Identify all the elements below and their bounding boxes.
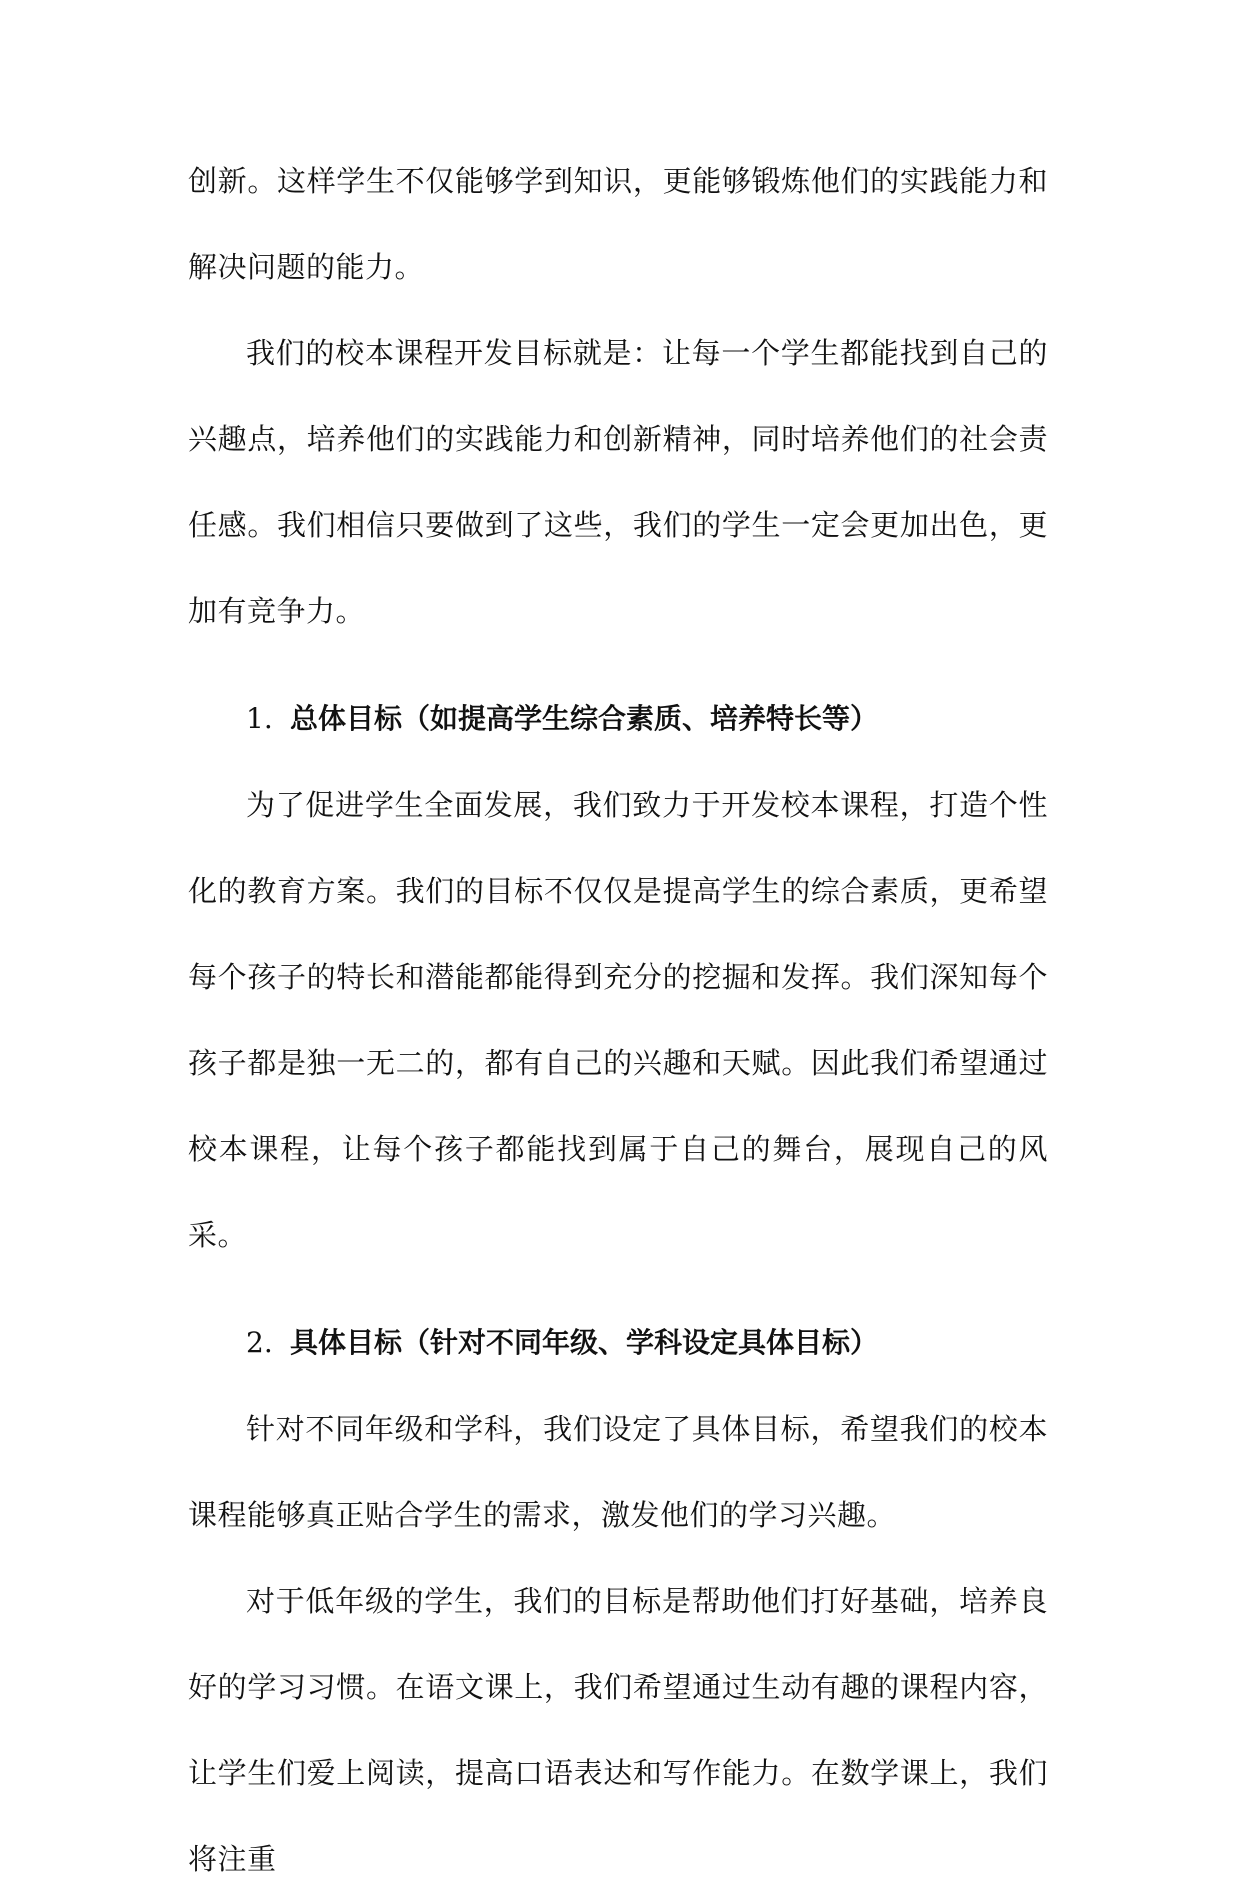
spacer xyxy=(188,1278,1048,1300)
paragraph-specific-goal: 针对不同年级和学科，我们设定了具体目标，希望我们的校本课程能够真正贴合学生的需求，激发他们的学习兴趣。 xyxy=(188,1412,1048,1532)
section-heading-specific-goal xyxy=(188,1300,1048,1386)
section-number: 1. xyxy=(246,702,273,735)
paragraph-continuation: 创新。这样学生不仅能够学到知识，更能够锻炼他们的实践能力和解决问题的能力。 xyxy=(188,164,1048,284)
document-body xyxy=(188,138,1048,1902)
paragraph-goal-summary: 我们的校本课程开发目标就是：让每一个学生都能找到自己的兴趣点，培养他们的实践能力和创新精神，同时培养他们的社会责任感。我们相信只要做到了这些，我们的学生一定会更加出色，更加有竞争力。 xyxy=(188,336,1048,628)
section-heading-overall-goal xyxy=(188,676,1048,762)
paragraph-lower-grades: 对于低年级的学生，我们的目标是帮助他们打好基础，培养良好的学习习惯。在语文课上，我们希望通过生动有趣的课程内容，让学生们爱上阅读，提高口语表达和写作能力。在数学课上，我们将注重 xyxy=(188,1584,1048,1876)
section-number: 2. xyxy=(246,1326,273,1359)
section-title: 总体目标（如提高学生综合素质、培养特长等） xyxy=(290,702,879,735)
spacer xyxy=(188,654,1048,676)
paragraph-overall-goal: 为了促进学生全面发展，我们致力于开发校本课程，打造个性化的教育方案。我们的目标不仅仅是提高学生的综合素质，更希望每个孩子的特长和潜能都能得到充分的挖掘和发挥。我们深知每个孩子都是独一无二的，都有自己的兴趣和天赋。因此我们希望通过校本课程，让每个孩子都能找到属于自己的舞台，展现自己的风采。 xyxy=(188,788,1048,1252)
section-title: 具体目标（针对不同年级、学科设定具体目标） xyxy=(290,1326,879,1359)
